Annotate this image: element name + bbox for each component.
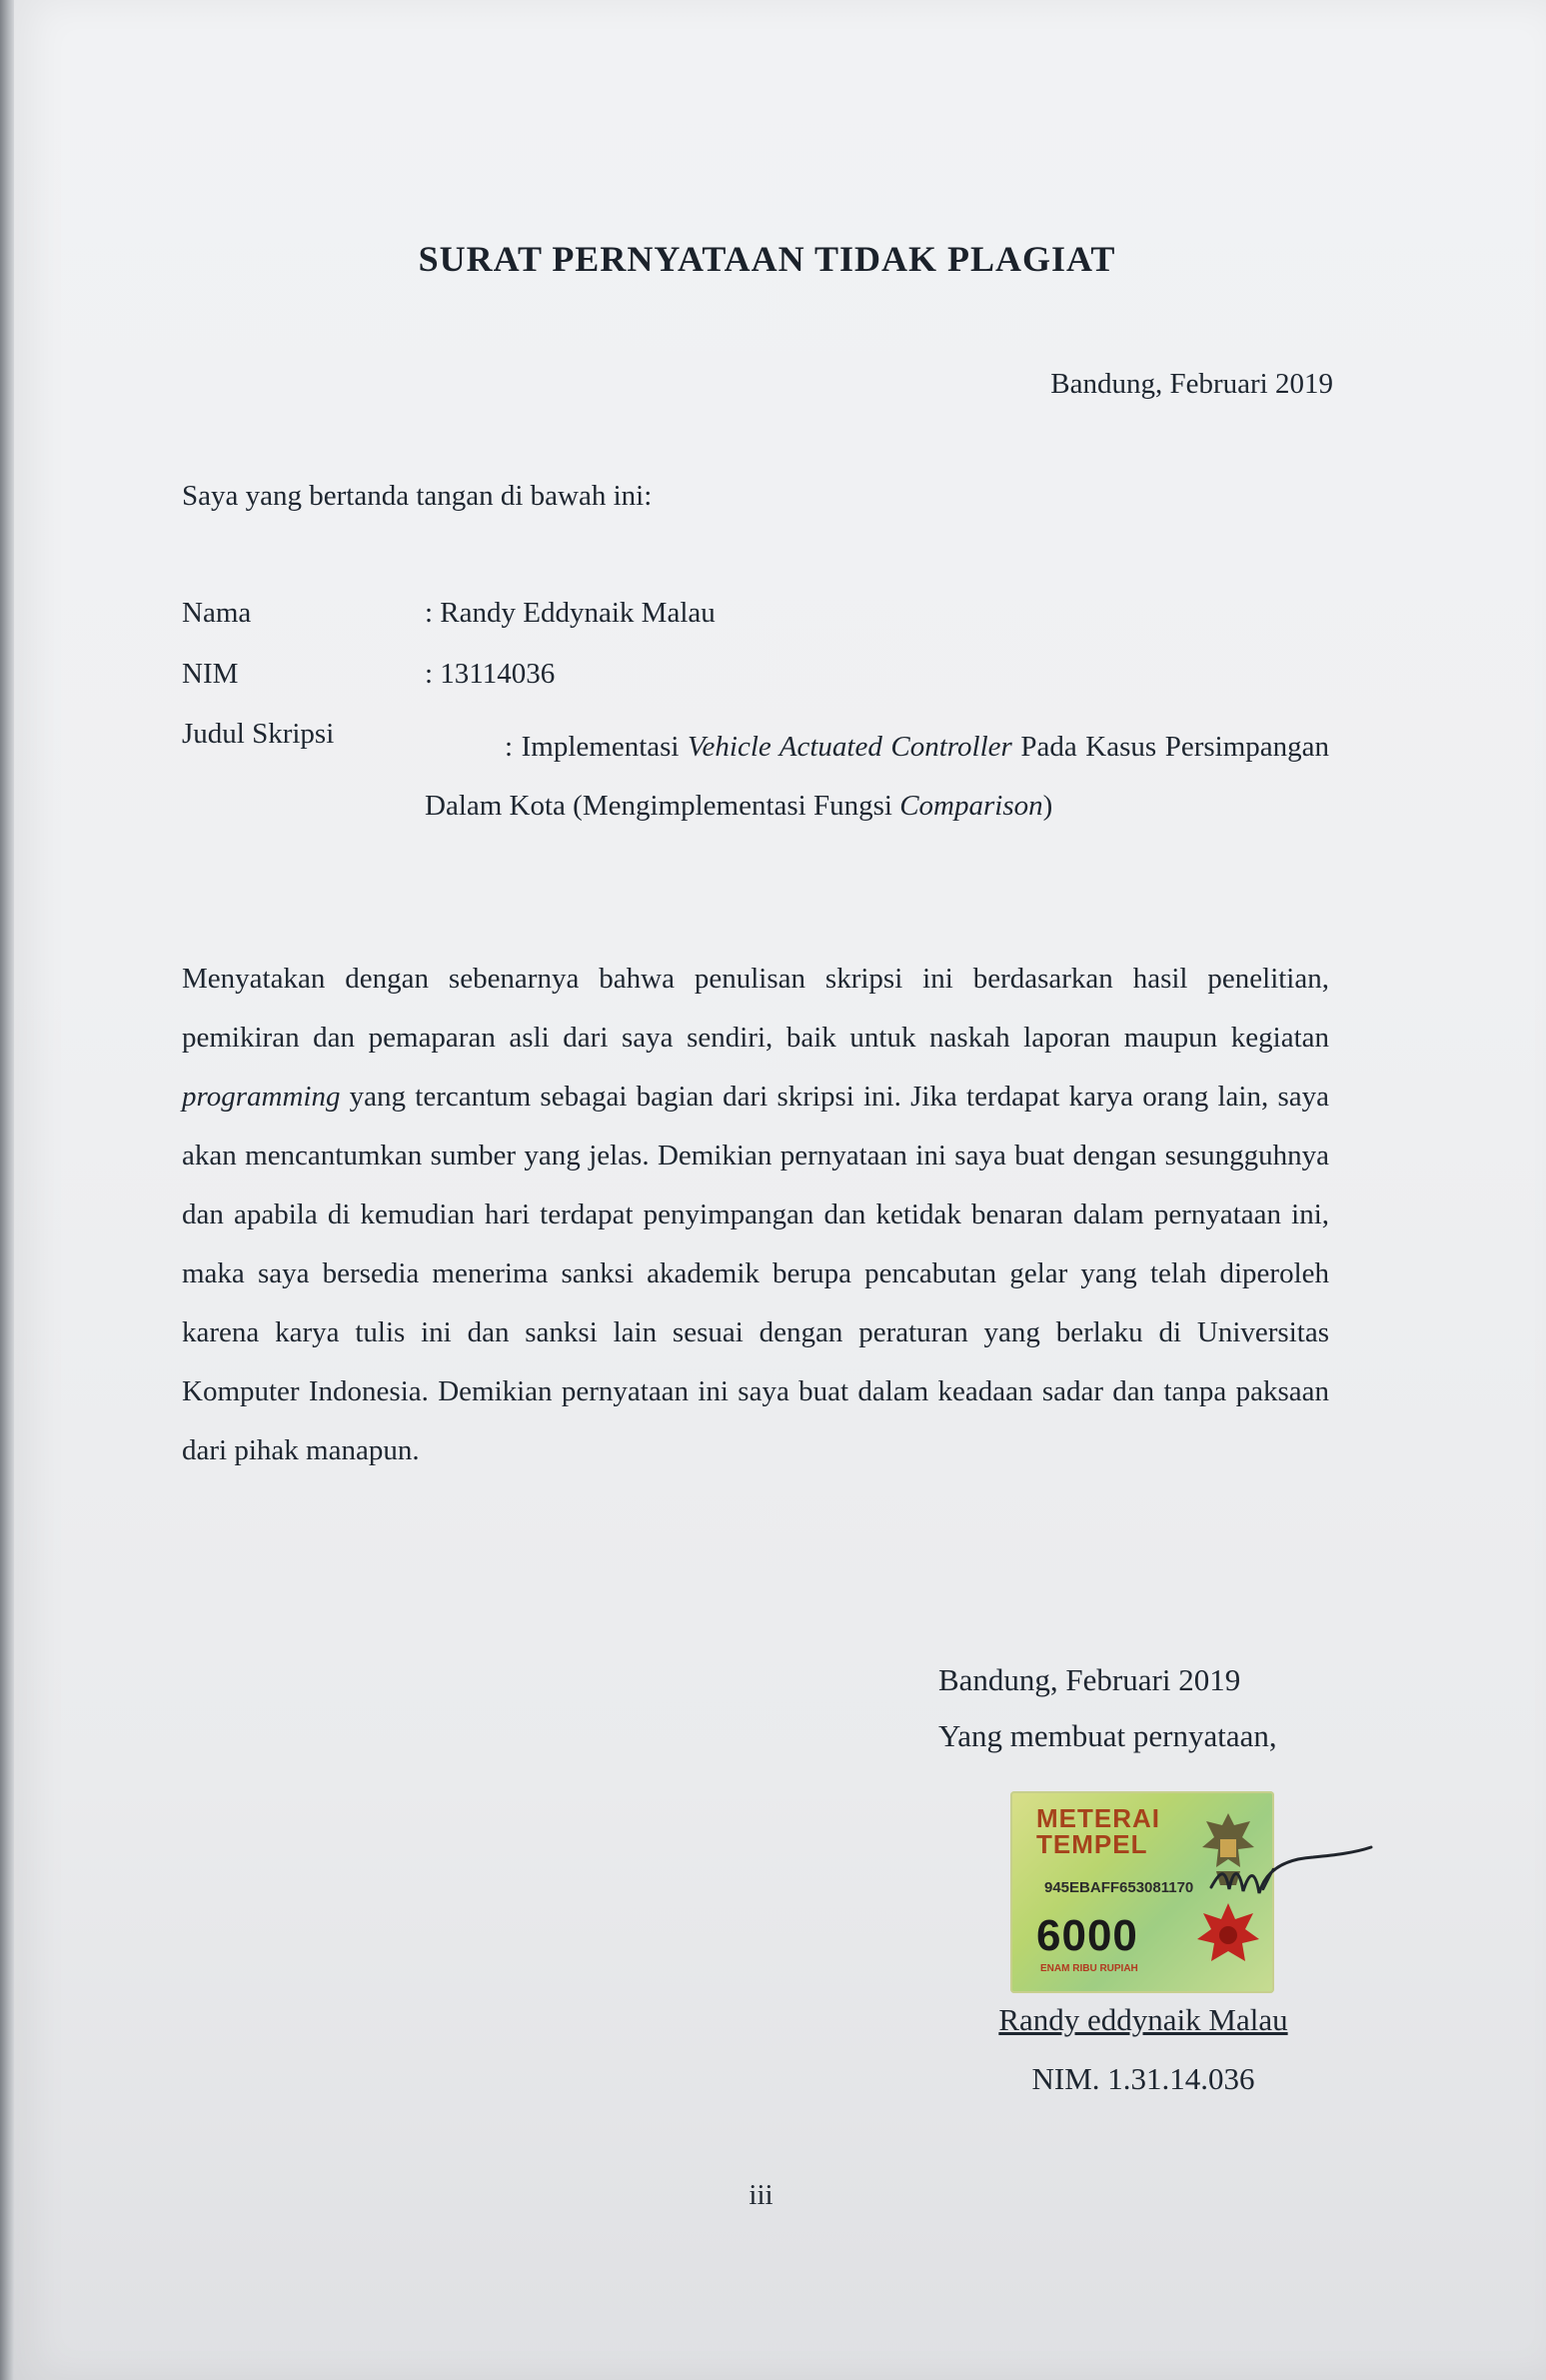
statement-text-1: Menyatakan dengan sebenarnya bahwa penulisan skripsi ini berdasarkan hasil penelitian, pemikiran dan pemaparan asli dari saya sendiri, baik untuk naskah laporan maupun kegiatan	[182, 963, 1329, 1054]
stamp-words: ENAM RIBU RUPIAH	[1040, 1963, 1138, 1974]
judul-value	[425, 718, 1329, 836]
stamp-line2: TEMPEL	[1036, 1829, 1148, 1859]
document-title: SURAT PERNYATAAN TIDAK PLAGIAT	[418, 239, 1116, 279]
statement-text-2: yang tercantum sebagai bagian dari skripsi ini. Jika terdapat karya orang lain, saya akan mencantumkan sumber yang jelas. Demikian pernyataan ini saya buat dengan sesungguhnya dan apabila di kemudian hari terdapat penyimpangan dan ketidak benaran dalam pernyataan ini, maka saya bersedia menerima sanksi akademik berupa pencabutan gelar yang telah diperoleh karena karya tulis ini dan sanksi lain sesuai dengan peraturan yang berlaku di Universitas Komputer Indonesia. Demikian pernyataan ini saya buat dalam keadaan sadar dan tanpa paksaan dari pihak manapun.	[182, 1081, 1329, 1466]
document-page	[14, 0, 1546, 2380]
page-number: iii	[749, 2179, 773, 2211]
signature-block	[938, 1652, 1338, 1764]
page-binding-edge	[0, 0, 14, 2380]
signature-caption: Yang membuat pernyataan,	[938, 1718, 1277, 1753]
nama-label: Nama	[182, 597, 252, 629]
nim-label: NIM	[182, 658, 239, 690]
stamp-value: 6000	[1036, 1911, 1138, 1960]
statement-paragraph	[182, 950, 1329, 1480]
signature-place-date: Bandung, Februari 2019	[938, 1662, 1241, 1697]
nim-value: : 13114036	[425, 658, 556, 690]
stamp-serial: 945EBAFF653081170	[1044, 1879, 1194, 1896]
judul-text-2: Pada Kasus Persimpangan Dalam Kota (Mengimplementasi Fungsi	[425, 731, 1330, 822]
nama-value: : Randy Eddynaik Malau	[425, 597, 716, 629]
intro-text: Saya yang bertanda tangan di bawah ini:	[182, 480, 653, 512]
judul-label: Judul Skripsi	[182, 718, 335, 750]
signer-nim: NIM. 1.31.14.036	[1031, 2061, 1255, 2096]
judul-italic-1: Vehicle Actuated Controller	[688, 731, 1012, 763]
stamp-line1: METERAI	[1036, 1803, 1160, 1833]
judul-text-1: Implementasi	[521, 731, 689, 763]
stamp-title	[1036, 1805, 1160, 1857]
signer-name: Randy eddynaik Malau	[998, 2002, 1288, 2037]
date-top: Bandung, Februari 2019	[1050, 368, 1333, 400]
handwritten-signature	[1203, 1829, 1403, 1919]
judul-text-3: )	[1042, 790, 1053, 822]
judul-italic-2: Comparison	[899, 790, 1043, 822]
statement-italic: programming	[182, 1081, 341, 1113]
judul-colon: :	[505, 731, 514, 763]
